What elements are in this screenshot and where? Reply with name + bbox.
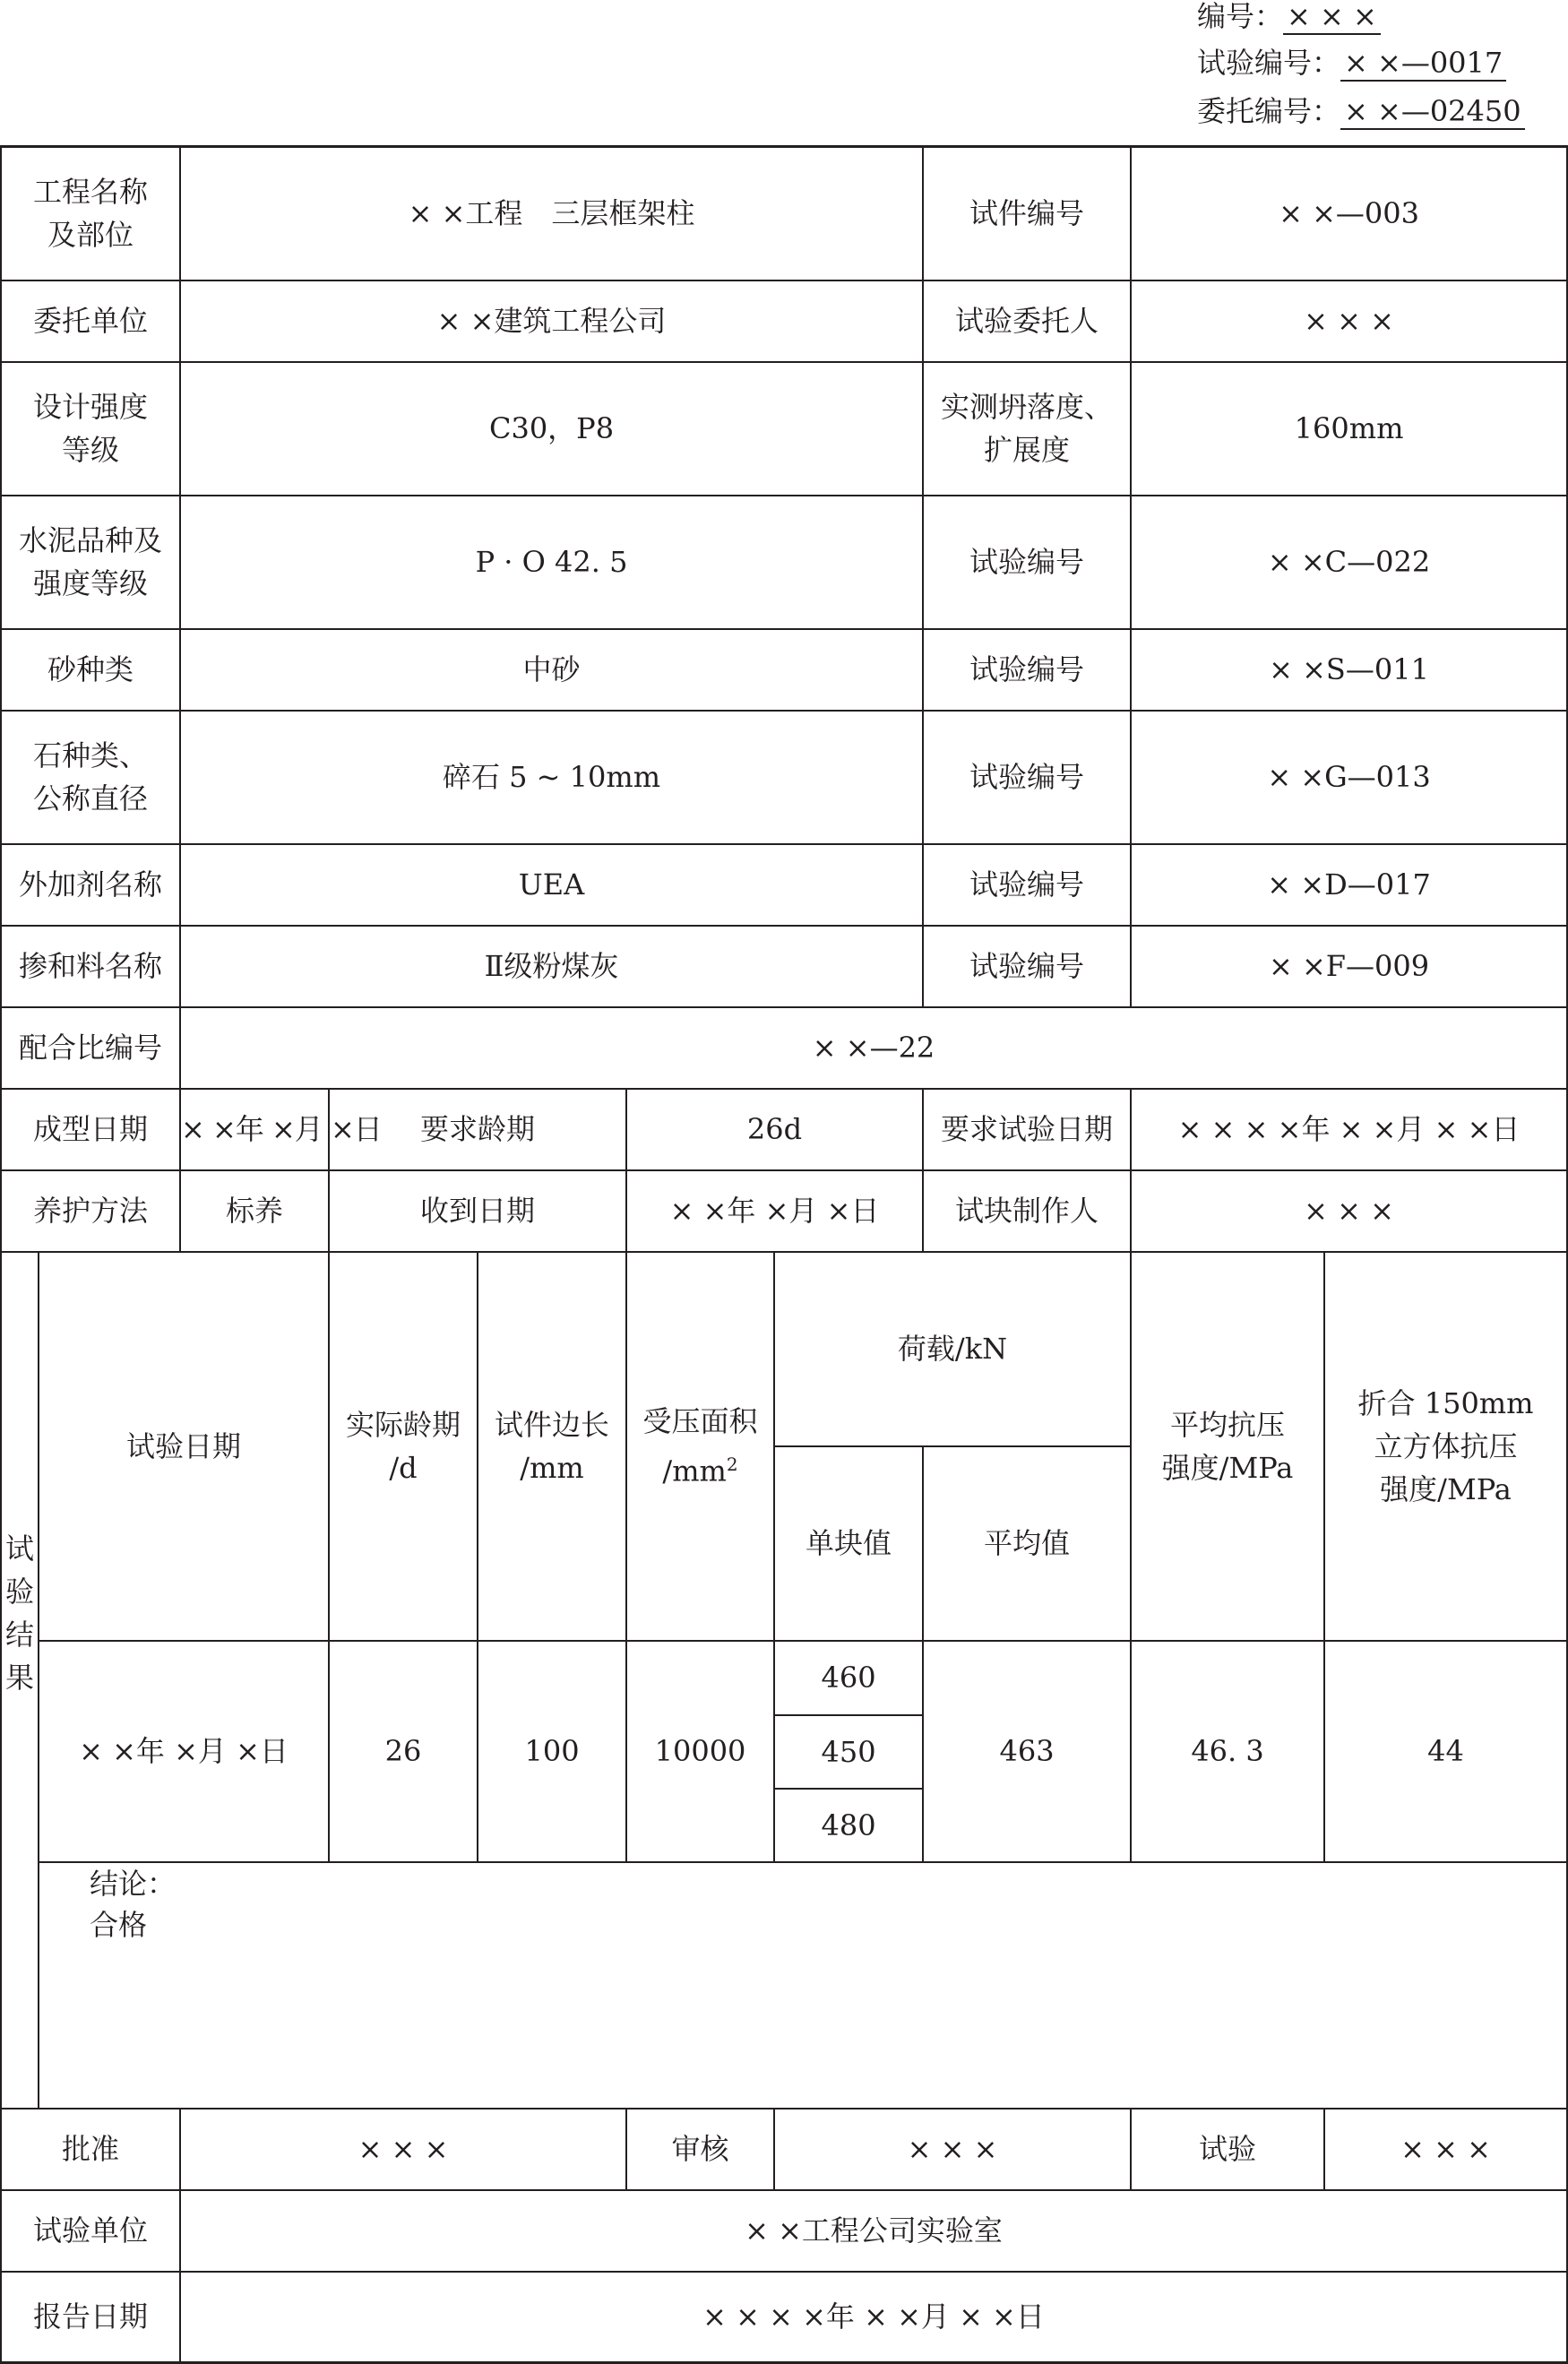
result-load-avg: 463 [923,1641,1131,1862]
sand-test-label: 试验编号 [923,629,1131,711]
client-person-value: × × × [1131,280,1567,362]
cement-test-label: 试验编号 [923,496,1131,629]
header-number-value: × × × [1283,0,1381,35]
report-date-label: 报告日期 [1,2272,180,2363]
row-conclusion [1,1862,1567,2109]
stone-value: 碎石 5 ~ 10mm [180,711,923,844]
results-header-row-1 [1,1252,1567,1446]
results-section-label: 试 验 结 果 [1,1252,39,2109]
review-label: 审核 [626,2109,774,2190]
admixture-test-value: × ×D—017 [1131,844,1567,926]
header-commission-number-value: × ×—02450 [1340,94,1525,130]
mix-no-value: × ×—22 [180,1007,1567,1089]
col-test-date: 试验日期 [39,1252,329,1641]
mineral-test-value: × ×F—009 [1131,926,1567,1007]
header-test-number-value: × ×—0017 [1340,46,1506,82]
result-avg-strength: 46. 3 [1131,1641,1324,1862]
result-age: 26 [329,1641,478,1862]
test-value: × × × [1324,2109,1567,2190]
received-date-label: 收到日期 [329,1170,626,1252]
design-grade-value: C30，P8 [180,362,923,496]
result-converted-strength: 44 [1324,1641,1567,1862]
conclusion-value: 合格 [90,1907,148,1942]
required-age-label: 要求龄期 [329,1089,626,1170]
design-grade-label: 设计强度 等级 [1,362,180,496]
admixture-value: UEA [180,844,923,926]
col-load-single: 单块值 [774,1446,923,1641]
required-age-value: 26d [626,1089,923,1170]
col-compression-area: 受压面积 $/mm^2$ [626,1252,774,1641]
lab-label: 试验单位 [1,2190,180,2272]
mineral-value: Ⅱ级粉煤灰 [180,926,923,1007]
result-side: 100 [478,1641,626,1862]
project-value: × ×工程 三层框架柱 [180,147,923,280]
col-avg-strength: 平均抗压 强度/MPa [1131,1252,1324,1641]
row-client [1,280,1567,362]
test-label: 试验 [1131,2109,1324,2190]
lab-value: × ×工程公司实验室 [180,2190,1567,2272]
col-load: 荷载/kN [774,1252,1131,1446]
stone-test-label: 试验编号 [923,711,1131,844]
sand-test-value: × ×S—011 [1131,629,1567,711]
mineral-test-label: 试验编号 [923,926,1131,1007]
maker-value: × × × [1131,1170,1567,1252]
result-load-1: 460 [774,1641,923,1715]
stone-test-value: × ×G—013 [1131,711,1567,844]
client-value: × ×建筑工程公司 [180,280,923,362]
maker-label: 试块制作人 [923,1170,1131,1252]
header-commission-number-label: 委托编号： [1197,94,1341,128]
row-lab [1,2190,1567,2272]
mix-no-label: 配合比编号 [1,1007,180,1089]
row-admixture [1,844,1567,926]
admixture-test-label: 试验编号 [923,844,1131,926]
molding-date-value: × ×年 ×月 ×日 [180,1089,329,1170]
row-mix-number [1,1007,1567,1089]
report-date-value: × × × ×年 × ×月 × ×日 [180,2272,1567,2363]
concrete-test-report-table [0,145,1568,2364]
conclusion-label: 结论： [90,1866,177,1901]
conclusion-box [39,1862,1567,2109]
slump-value: 160mm [1131,362,1567,496]
header-test-number [1197,45,1506,82]
row-stone [1,711,1567,844]
approve-value: × × × [180,2109,626,2190]
received-date-value: × ×年 ×月 ×日 [626,1170,923,1252]
col-specimen-side: 试件边长 /mm [478,1252,626,1641]
cement-test-value: × ×C—022 [1131,496,1567,629]
row-sand [1,629,1567,711]
admixture-label: 外加剂名称 [1,844,180,926]
cement-value: P · O 42. 5 [180,496,923,629]
col-load-average: 平均值 [923,1446,1131,1641]
header-number-label: 编号： [1197,0,1284,33]
sand-label: 砂种类 [1,629,180,711]
row-curing [1,1170,1567,1252]
specimen-no-value: × ×—003 [1131,147,1567,280]
row-mineral-admixture [1,926,1567,1007]
row-design-grade [1,362,1567,496]
results-data-row [1,1641,1567,1715]
required-test-date-label: 要求试验日期 [923,1089,1131,1170]
result-test-date: × ×年 ×月 ×日 [39,1641,329,1862]
sand-value: 中砂 [180,629,923,711]
required-test-date-value: × × × ×年 × ×月 × ×日 [1131,1089,1567,1170]
result-area: 10000 [626,1641,774,1862]
approve-label: 批准 [1,2109,180,2190]
header-test-number-label: 试验编号： [1197,46,1341,80]
curing-label: 养护方法 [1,1170,180,1252]
mineral-label: 掺和料名称 [1,926,180,1007]
col-actual-age: 实际龄期 /d [329,1252,478,1641]
row-report-date [1,2272,1567,2363]
header-commission-number [1197,93,1525,130]
cement-label: 水泥品种及 强度等级 [1,496,180,629]
row-molding [1,1089,1567,1170]
client-person-label: 试验委托人 [923,280,1131,362]
header-number [1197,0,1381,35]
project-label: 工程名称 及部位 [1,147,180,280]
client-label: 委托单位 [1,280,180,362]
result-load-3: 480 [774,1789,923,1862]
row-cement [1,496,1567,629]
row-signatures [1,2109,1567,2190]
col-converted-strength: 折合 150mm 立方体抗压 强度/MPa [1324,1252,1567,1641]
review-value: × × × [774,2109,1131,2190]
row-project [1,147,1567,280]
curing-value: 标养 [180,1170,329,1252]
slump-label: 实测坍落度、 扩展度 [923,362,1131,496]
stone-label: 石种类、 公称直径 [1,711,180,844]
molding-date-label: 成型日期 [1,1089,180,1170]
specimen-no-label: 试件编号 [923,147,1131,280]
result-load-2: 450 [774,1715,923,1789]
